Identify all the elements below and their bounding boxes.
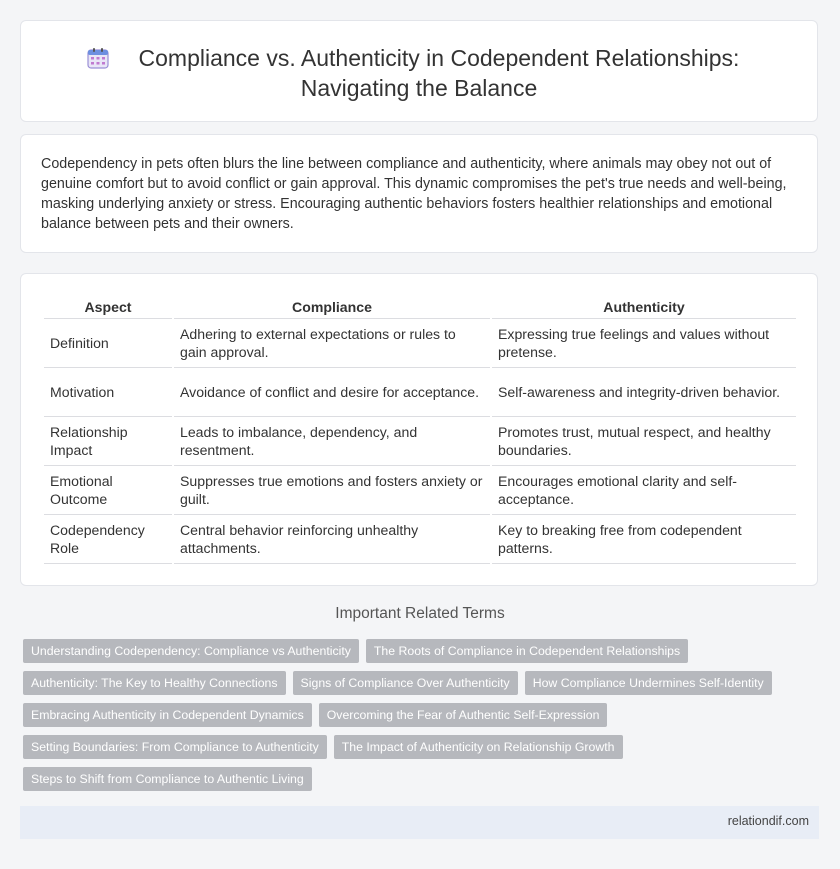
tag-row [23, 735, 623, 759]
cell-authenticity: Promotes trust, mutual respect, and healthy boundaries. [492, 417, 796, 466]
intro-paragraph: Codependency in pets often blurs the line between compliance and authenticity, where animals may obey not out of genuine comfort but to avoid conflict or gain approval. This dynamic compromises the pet's true needs and well-being, masking underlying anxiety or stress. Encouraging authentic behaviors fosters healthier relationships and emotional balance between pets and their owners. [41, 156, 787, 232]
related-term-tag[interactable]: Embracing Authenticity in Codependent Dynamics [23, 703, 312, 727]
cell-aspect: Motivation [44, 368, 172, 417]
related-term-tag[interactable]: Authenticity: The Key to Healthy Connections [23, 671, 286, 695]
tag-row [23, 671, 772, 695]
header-compliance: Compliance [174, 296, 490, 319]
related-term-tag[interactable]: Understanding Codependency: Compliance vs Authenticity [23, 639, 359, 663]
table-row [44, 515, 796, 564]
cell-compliance: Leads to imbalance, dependency, and resentment. [174, 417, 490, 466]
related-term-tag[interactable]: The Roots of Compliance in Codependent Relationships [366, 639, 688, 663]
related-terms-title: Important Related Terms [335, 605, 505, 622]
cell-compliance: Adhering to external expectations or rules to gain approval. [174, 319, 490, 368]
cell-authenticity: Key to breaking free from codependent patterns. [492, 515, 796, 564]
tag-row [23, 767, 312, 791]
cell-authenticity: Expressing true feelings and values without pretense. [492, 319, 796, 368]
table-row [44, 368, 796, 417]
comparison-card [20, 273, 818, 586]
related-term-tag[interactable]: The Impact of Authenticity on Relationship Growth [334, 735, 623, 759]
header-aspect: Aspect [44, 296, 172, 319]
related-term-tag[interactable]: Steps to Shift from Compliance to Authentic Living [23, 767, 312, 791]
comparison-table [42, 296, 798, 564]
table-row [44, 319, 796, 368]
related-term-tag[interactable]: Signs of Compliance Over Authenticity [293, 671, 518, 695]
footer-site-link[interactable]: relationdif.com [727, 814, 809, 828]
table-header-row [44, 296, 796, 319]
cell-compliance: Avoidance of conflict and desire for acceptance. [174, 368, 490, 417]
cell-aspect: Codependency Role [44, 515, 172, 564]
intro-card [20, 134, 818, 253]
related-term-tag[interactable]: How Compliance Undermines Self-Identity [525, 671, 772, 695]
header-authenticity: Authenticity [492, 296, 796, 319]
page-title-line1: Compliance vs. Authenticity in Codependent Relationships: [138, 45, 740, 71]
cell-aspect: Relationship Impact [44, 417, 172, 466]
cell-authenticity: Encourages emotional clarity and self-acceptance. [492, 466, 796, 515]
footer [20, 806, 819, 839]
tag-row [23, 703, 607, 727]
cell-compliance: Suppresses true emotions and fosters anxiety or guilt. [174, 466, 490, 515]
cell-compliance: Central behavior reinforcing unhealthy attachments. [174, 515, 490, 564]
page-title-line2: Navigating the Balance [300, 75, 538, 101]
title-card [20, 20, 818, 122]
table-row [44, 466, 796, 515]
cell-aspect: Emotional Outcome [44, 466, 172, 515]
page-title [21, 43, 817, 103]
table-row [44, 417, 796, 466]
cell-aspect: Definition [44, 319, 172, 368]
related-term-tag[interactable]: Setting Boundaries: From Compliance to Authenticity [23, 735, 327, 759]
related-term-tag[interactable]: Overcoming the Fear of Authentic Self-Expression [319, 703, 608, 727]
cell-authenticity: Self-awareness and integrity-driven behavior. [492, 368, 796, 417]
tag-row [23, 639, 688, 663]
